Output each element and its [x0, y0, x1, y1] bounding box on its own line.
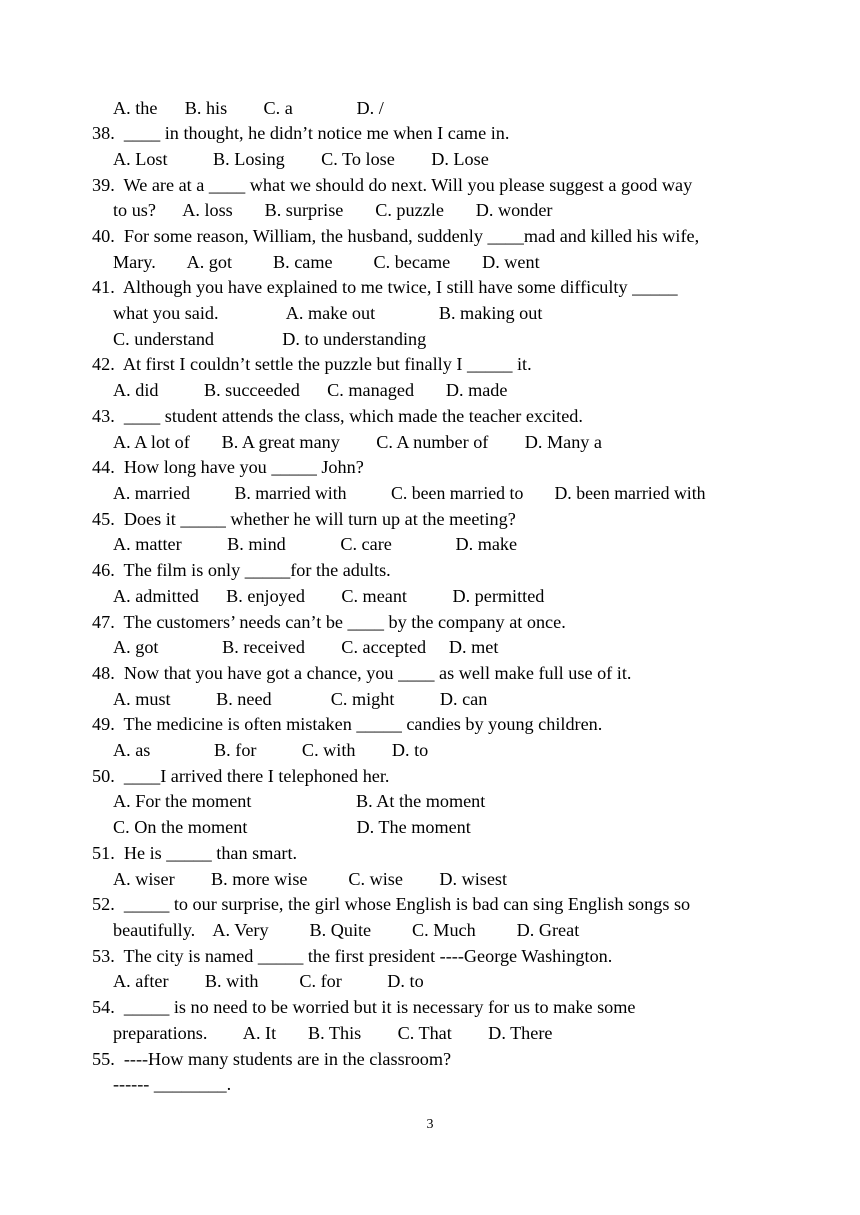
question-40-cont: Mary. A. got B. came C. became D. went — [113, 252, 540, 272]
question-48: 48. Now that you have got a chance, you ____ as well make full use of it. — [92, 663, 632, 683]
option-line-45: A. matter B. mind C. care D. make — [113, 534, 518, 554]
question-41: 41. Although you have explained to me twice, I still have some difficulty _____ — [92, 277, 678, 297]
option-line-50b: C. On the moment D. The moment — [113, 817, 471, 837]
option-line-49: A. as B. for C. with D. to — [113, 740, 429, 760]
question-40: 40. For some reason, William, the husband, suddenly ____mad and killed his wife, — [92, 226, 700, 246]
question-38: 38. ____ in thought, he didn’t notice me when I came in. — [92, 123, 510, 143]
question-39: 39. We are at a ____ what we should do next. Will you please suggest a good way — [92, 175, 693, 195]
option-line-41: C. understand D. to understanding — [113, 329, 427, 349]
question-54-cont: preparations. A. It B. This C. That D. There — [113, 1023, 553, 1043]
page-number: 3 — [426, 1117, 434, 1132]
option-line-51: A. wiser B. more wise C. wise D. wisest — [113, 869, 508, 889]
question-43: 43. ____ student attends the class, which made the teacher excited. — [92, 406, 583, 426]
question-44: 44. How long have you _____ John? — [92, 457, 364, 477]
question-39-cont: to us? A. loss B. surprise C. puzzle D. wonder — [113, 200, 553, 220]
option-line-37: A. the B. his C. a D. / — [113, 98, 384, 118]
answer-line-55: ------ ________. — [113, 1074, 232, 1094]
question-50: 50. ____I arrived there I telephoned her. — [92, 766, 390, 786]
option-line-48: A. must B. need C. might D. can — [113, 689, 488, 709]
question-54: 54. _____ is no need to be worried but it is necessary for us to make some — [92, 997, 636, 1017]
option-line-43: A. A lot of B. A great many C. A number of D. Many a — [113, 432, 603, 452]
question-41-cont: what you said. A. make out B. making out — [113, 303, 543, 323]
question-47: 47. The customers’ needs can’t be ____ by the company at once. — [92, 612, 566, 632]
question-45: 45. Does it _____ whether he will turn up at the meeting? — [92, 509, 516, 529]
option-line-53: A. after B. with C. for D. to — [113, 971, 424, 991]
question-46: 46. The film is only _____for the adults. — [92, 560, 391, 580]
question-52-cont: beautifully. A. Very B. Quite C. Much D. Great — [113, 920, 580, 940]
option-line-50a: A. For the moment B. At the moment — [113, 791, 486, 811]
option-line-46: A. admitted B. enjoyed C. meant D. permitted — [113, 586, 545, 606]
question-52: 52. _____ to our surprise, the girl whose English is bad can sing English songs so — [92, 894, 691, 914]
option-line-38: A. Lost B. Losing C. To lose D. Lose — [113, 149, 489, 169]
option-line-44: A. married B. married with C. been married to D. been married with — [113, 483, 706, 503]
option-line-47: A. got B. received C. accepted D. met — [113, 637, 499, 657]
question-49: 49. The medicine is often mistaken _____ candies by young children. — [92, 714, 603, 734]
question-53: 53. The city is named _____ the first president ----George Washington. — [92, 946, 613, 966]
question-42: 42. At first I couldn’t settle the puzzle but finally I _____ it. — [92, 354, 532, 374]
question-51: 51. He is _____ than smart. — [92, 843, 298, 863]
question-55: 55. ----How many students are in the classroom? — [92, 1049, 452, 1069]
option-line-42: A. did B. succeeded C. managed D. made — [113, 380, 508, 400]
